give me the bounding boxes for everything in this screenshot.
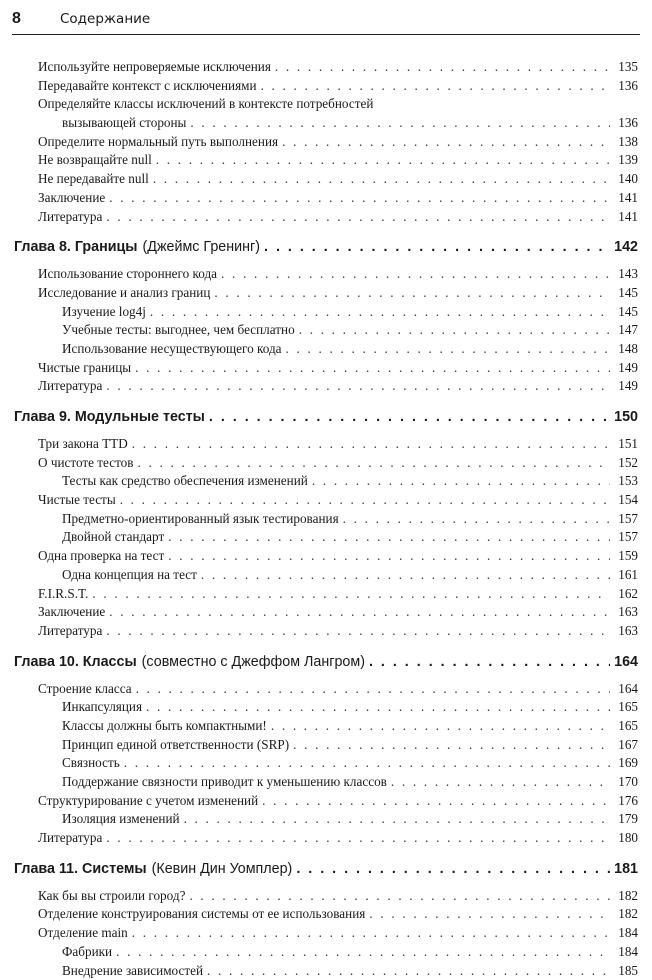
leader-dots <box>92 585 610 604</box>
leader-dots <box>168 547 610 566</box>
toc-entry[interactable] <box>14 284 638 303</box>
toc-entry-page: 136 <box>618 115 638 131</box>
leader-dots <box>184 810 610 829</box>
leader-dots <box>312 472 610 491</box>
toc-entry-title: Принцип единой ответственности (SRP) <box>62 736 290 752</box>
toc-entry-title: вызывающей стороны <box>62 115 187 131</box>
leader-dots <box>369 905 610 924</box>
toc-entry-page: 157 <box>618 529 638 545</box>
toc-entry[interactable] <box>14 585 638 604</box>
toc-entry[interactable] <box>14 943 638 962</box>
leader-dots <box>109 603 610 622</box>
toc-entry-title: Заключение <box>38 189 106 205</box>
leader-dots <box>369 652 610 672</box>
toc-entry-title: Чистые тесты <box>38 492 116 508</box>
leader-dots <box>116 943 610 962</box>
toc-entry[interactable] <box>14 189 638 208</box>
toc-entry[interactable] <box>14 435 638 454</box>
leader-dots <box>207 962 610 980</box>
leader-dots <box>106 829 610 848</box>
toc-entry[interactable] <box>14 717 638 736</box>
running-header <box>12 8 640 35</box>
toc-entry[interactable] <box>14 962 638 980</box>
toc-entry-title: F.I.R.S.T. <box>38 585 89 601</box>
chapter-title: Глава 9. Модульные тесты <box>14 409 205 425</box>
toc-entry-title: Передавайте контекст с исключениями <box>38 77 257 93</box>
toc-entry[interactable] <box>14 736 638 755</box>
leader-dots <box>156 151 610 170</box>
toc-entry-page: 138 <box>618 133 638 149</box>
toc-entry-page: 163 <box>618 622 638 638</box>
toc-entry[interactable] <box>14 265 638 284</box>
toc-entry-title: Учебные тесты: выгоднее, чем бесплатно <box>62 322 295 338</box>
toc-entry[interactable] <box>14 454 638 473</box>
toc-entry[interactable] <box>14 680 638 699</box>
toc-entry-page: 152 <box>618 454 638 470</box>
toc-entry-page: 149 <box>618 359 638 375</box>
leader-dots <box>221 265 610 284</box>
toc-entry-title: Используйте непроверяемые исключения <box>38 59 271 74</box>
chapter-heading[interactable] <box>14 652 638 672</box>
chapter-heading[interactable] <box>14 859 638 879</box>
chapter-page: 181 <box>614 860 638 877</box>
toc-entry[interactable] <box>14 359 638 378</box>
leader-dots <box>109 189 610 208</box>
toc-entry[interactable] <box>14 472 638 491</box>
toc-entry-page: 135 <box>618 59 638 74</box>
toc-entry-title: Отделение конструирования системы от ее использования <box>38 906 366 922</box>
toc-entry-page: 139 <box>618 152 638 168</box>
leader-dots <box>261 77 610 96</box>
chapter-title: Глава 8. Границы <box>14 239 138 256</box>
leader-dots <box>135 359 610 378</box>
toc-entry-title: Использование стороннего кода <box>38 266 218 282</box>
toc-entry-title: Предметно-ориентированный язык тестирования <box>62 510 339 526</box>
toc-entry-title: Фабрики <box>62 943 113 959</box>
toc-entry[interactable] <box>14 491 638 510</box>
toc-entry[interactable] <box>14 95 638 114</box>
toc-entry[interactable] <box>14 321 638 340</box>
toc-entry[interactable] <box>14 905 638 924</box>
toc-entry[interactable] <box>14 151 638 170</box>
toc-entry-title: Определите нормальный путь выполнения <box>38 133 279 149</box>
leader-dots <box>150 303 610 322</box>
toc-entry-page: 157 <box>618 510 638 526</box>
toc-entry[interactable] <box>14 773 638 792</box>
toc-entry[interactable] <box>14 58 638 77</box>
chapter-author: (совместно с Джеффом Лангром) <box>141 653 365 670</box>
leader-dots <box>282 133 610 152</box>
leader-dots <box>132 435 610 454</box>
toc-entry[interactable] <box>14 887 638 906</box>
toc-entry-page: 151 <box>618 436 638 451</box>
toc-entry-page: 145 <box>618 284 638 300</box>
toc-entry-title: Одна проверка на тест <box>38 548 165 564</box>
toc-entry[interactable] <box>14 377 638 396</box>
toc-entry[interactable] <box>14 170 638 189</box>
toc-entry-title: Связность <box>62 755 120 771</box>
toc-entry[interactable] <box>14 340 638 359</box>
leader-dots <box>391 773 610 792</box>
toc-entry-title: Строение класса <box>38 680 132 696</box>
toc-entry-page: 162 <box>618 585 638 601</box>
leader-dots <box>190 114 610 133</box>
toc-entry-page: 159 <box>618 548 638 564</box>
leader-dots <box>138 454 611 473</box>
chapter-page: 164 <box>614 653 638 670</box>
toc-entry-page: 141 <box>618 208 638 224</box>
chapter-heading[interactable] <box>14 237 638 257</box>
page-number: 8 <box>12 10 21 27</box>
toc-entry-page: 140 <box>618 171 638 187</box>
toc-entry-page: 167 <box>618 736 638 752</box>
toc-entry-page: 153 <box>618 473 638 489</box>
toc-entry-title: Использование несуществующего кода <box>62 340 282 356</box>
toc-entry[interactable] <box>14 510 638 529</box>
leader-dots <box>168 528 610 547</box>
leader-dots <box>153 170 610 189</box>
toc-entry[interactable] <box>14 547 638 566</box>
toc-entry-page: 163 <box>618 604 638 620</box>
toc-entry[interactable] <box>14 133 638 152</box>
toc-entry[interactable] <box>14 114 638 133</box>
toc-entry[interactable] <box>14 77 638 96</box>
leader-dots <box>262 792 610 811</box>
toc-entry[interactable] <box>14 303 638 322</box>
leader-dots <box>136 680 610 699</box>
toc-entry[interactable] <box>14 829 638 848</box>
toc-entry-title: Чистые границы <box>38 359 132 375</box>
toc-entry-title: Изоляция изменений <box>62 811 180 827</box>
toc-entry-title: Литература <box>38 208 103 224</box>
leader-dots <box>106 622 610 641</box>
leader-dots <box>189 887 610 906</box>
leader-dots <box>132 924 610 943</box>
toc-entry-page: 184 <box>618 925 638 941</box>
leader-dots <box>124 754 610 773</box>
toc-entry[interactable] <box>14 924 638 943</box>
leader-dots <box>264 237 610 257</box>
leader-dots <box>146 698 610 717</box>
toc-entry-page: 165 <box>618 699 638 715</box>
toc-entry-page: 164 <box>618 680 638 696</box>
toc-entry-page: 176 <box>618 792 638 808</box>
toc-entry-page: 182 <box>618 887 638 903</box>
toc-entry-page: 154 <box>618 492 638 508</box>
toc-entry-title: Определяйте классы исключений в контексте потребностей <box>38 96 374 112</box>
toc-entry-title: Двойной стандарт <box>62 529 165 545</box>
toc-entry-page: 182 <box>618 906 638 922</box>
toc-entry-page: 149 <box>618 378 638 394</box>
toc-entry-title: Литература <box>38 378 103 394</box>
leader-dots <box>293 736 610 755</box>
toc-entry-page: 165 <box>618 717 638 733</box>
leader-dots <box>106 377 610 396</box>
chapter-heading[interactable] <box>14 407 638 427</box>
toc-entry[interactable] <box>14 792 638 811</box>
toc-entry-page: 147 <box>618 322 638 338</box>
toc-entry-page: 143 <box>618 266 638 282</box>
toc-entry-title: Структурирование с учетом изменений <box>38 792 259 808</box>
toc-entry-page: 184 <box>618 943 638 959</box>
leader-dots <box>271 717 610 736</box>
toc-entry-page: 148 <box>618 340 638 356</box>
toc-entry-title: Исследование и анализ границ <box>38 284 211 300</box>
leader-dots <box>209 407 610 427</box>
chapter-title: Глава 10. Классы <box>14 653 137 670</box>
leader-dots <box>201 566 610 585</box>
toc-entry-title: Заключение <box>38 604 106 620</box>
chapter-author: (Кевин Дин Уомплер) <box>151 860 293 877</box>
toc-entry-page: 179 <box>618 811 638 827</box>
toc-entry-title: Классы должны быть компактными! <box>62 717 267 733</box>
toc-entry-title: Внедрение зависимостей <box>62 962 204 978</box>
toc-entry-title: О чистоте тестов <box>38 454 134 470</box>
toc-entry-page: 169 <box>618 755 638 771</box>
toc-entry-title: Не возвращайте null <box>38 152 152 168</box>
toc-entry-page: 180 <box>618 830 638 846</box>
leader-dots <box>299 321 610 340</box>
toc-entry-title: Изучение log4j <box>62 303 146 319</box>
toc-entry-title: Инкапсуляция <box>62 699 143 715</box>
toc-entry[interactable] <box>14 810 638 829</box>
toc-entry[interactable] <box>14 754 638 773</box>
toc-entry-title: Три закона TTD <box>38 436 128 451</box>
chapter-page: 142 <box>614 239 638 256</box>
toc-entry-title: Отделение main <box>38 925 128 941</box>
toc-entry[interactable] <box>14 566 638 585</box>
leader-dots <box>343 510 610 529</box>
toc-entry-page: 170 <box>618 774 638 789</box>
toc-entry[interactable] <box>14 622 638 641</box>
toc-entry-page: 145 <box>618 303 638 319</box>
chapter-title: Глава 11. Системы <box>14 860 147 877</box>
toc-entry-title: Одна концепция на тест <box>62 566 197 582</box>
table-of-contents <box>14 58 638 980</box>
leader-dots <box>120 491 610 510</box>
toc-entry-page: 141 <box>618 189 638 205</box>
toc-entry-page: 161 <box>618 566 638 582</box>
chapter-page: 150 <box>614 409 638 425</box>
chapter-author: (Джеймс Гренинг) <box>142 239 261 256</box>
toc-entry[interactable] <box>14 698 638 717</box>
toc-entry-title: Литература <box>38 622 103 638</box>
toc-entry-title: Тесты как средство обеспечения изменений <box>62 473 308 489</box>
leader-dots <box>275 58 610 77</box>
leader-dots <box>286 340 610 359</box>
header-title: Содержание <box>60 11 151 27</box>
toc-entry[interactable] <box>14 528 638 547</box>
toc-entry[interactable] <box>14 603 638 622</box>
leader-dots <box>214 284 610 303</box>
toc-entry[interactable] <box>14 208 638 227</box>
toc-entry-page: 136 <box>618 77 638 93</box>
toc-entry-page: 185 <box>618 962 638 978</box>
leader-dots <box>296 859 610 879</box>
toc-entry-title: Литература <box>38 830 103 846</box>
toc-entry-title: Как бы вы строили город? <box>38 887 186 903</box>
leader-dots <box>106 208 610 227</box>
toc-entry-title: Поддержание связности приводит к уменьшению классов <box>62 774 387 789</box>
toc-entry-title: Не передавайте null <box>38 171 149 187</box>
